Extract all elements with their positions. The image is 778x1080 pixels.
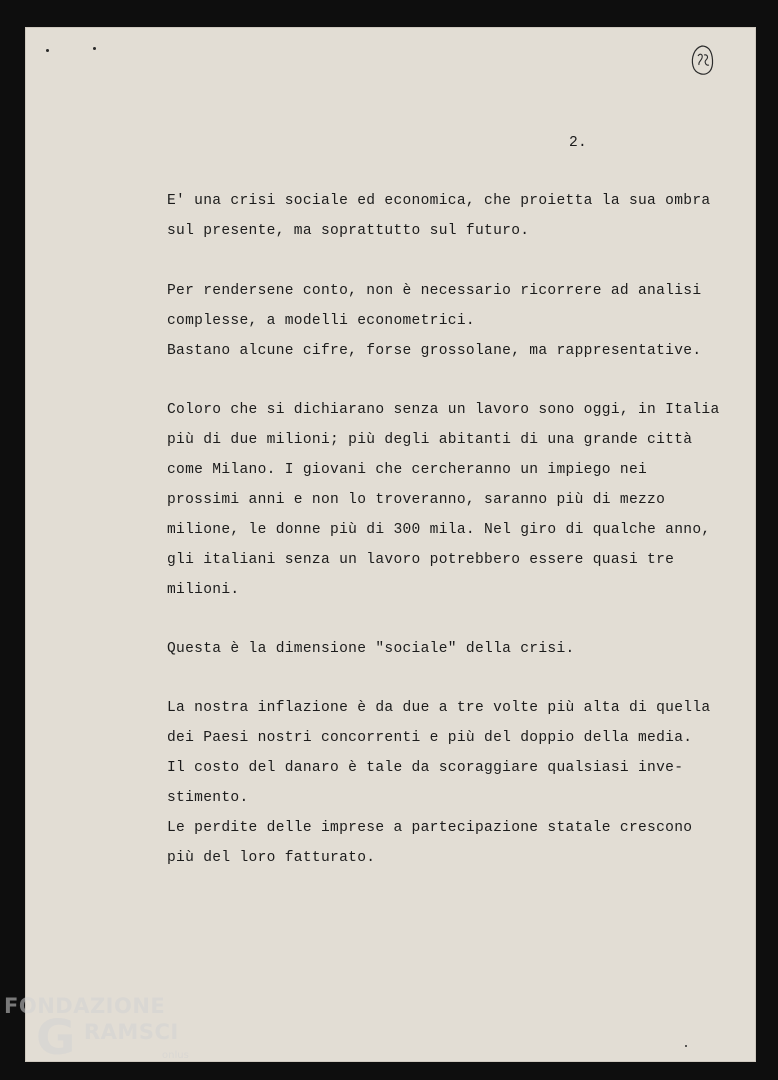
text-line: più di due milioni; più degli abitanti di una grande città bbox=[167, 432, 693, 448]
folio-stamp bbox=[689, 44, 715, 78]
text-line: stimento. bbox=[167, 790, 249, 806]
paper-speck bbox=[685, 1045, 687, 1047]
text-line: Coloro che si dichiarano senza un lavoro sono oggi, in Italia bbox=[167, 402, 720, 418]
text-line: milioni. bbox=[167, 582, 240, 598]
watermark-line1: FONDAZIONE bbox=[4, 994, 166, 1018]
watermark-line2: RAMSCI bbox=[84, 1020, 179, 1044]
document-page bbox=[25, 27, 756, 1066]
text-line: complesse, a modelli econometrici. bbox=[167, 313, 475, 329]
text-line: milione, le donne più di 300 mila. Nel giro di qualche anno, bbox=[167, 522, 711, 538]
text-line: Il costo del danaro è tale da scoraggiare qualsiasi inve- bbox=[167, 760, 684, 776]
watermark-initial: G bbox=[36, 1010, 76, 1066]
text-line: più del loro fatturato. bbox=[167, 850, 376, 866]
text-line: Le perdite delle imprese a partecipazione statale crescono bbox=[167, 820, 693, 836]
fondazione-gramsci-watermark bbox=[4, 994, 194, 1074]
text-line: Bastano alcune cifre, forse grossolane, ma rappresentative. bbox=[167, 343, 702, 359]
text-line: sul presente, ma soprattutto sul futuro. bbox=[167, 223, 530, 239]
watermark-suffix: onlus bbox=[162, 1050, 189, 1061]
text-line: dei Paesi nostri concorrenti e più del doppio della media. bbox=[167, 730, 693, 746]
text-line: prossimi anni e non lo troveranno, saranno più di mezzo bbox=[167, 492, 666, 508]
text-line: Questa è la dimensione "sociale" della crisi. bbox=[167, 641, 575, 657]
paper-speck bbox=[93, 47, 96, 50]
text-line: E' una crisi sociale ed economica, che proietta la sua ombra bbox=[167, 193, 711, 209]
paper-speck bbox=[46, 49, 49, 52]
page-number: 2. bbox=[569, 135, 588, 151]
text-line: La nostra inflazione è da due a tre volte più alta di quella bbox=[167, 700, 711, 716]
text-line: gli italiani senza un lavoro potrebbero essere quasi tre bbox=[167, 552, 675, 568]
text-line: come Milano. I giovani che cercheranno un impiego nei bbox=[167, 462, 648, 478]
text-line: Per rendersene conto, non è necessario ricorrere ad analisi bbox=[167, 283, 702, 299]
